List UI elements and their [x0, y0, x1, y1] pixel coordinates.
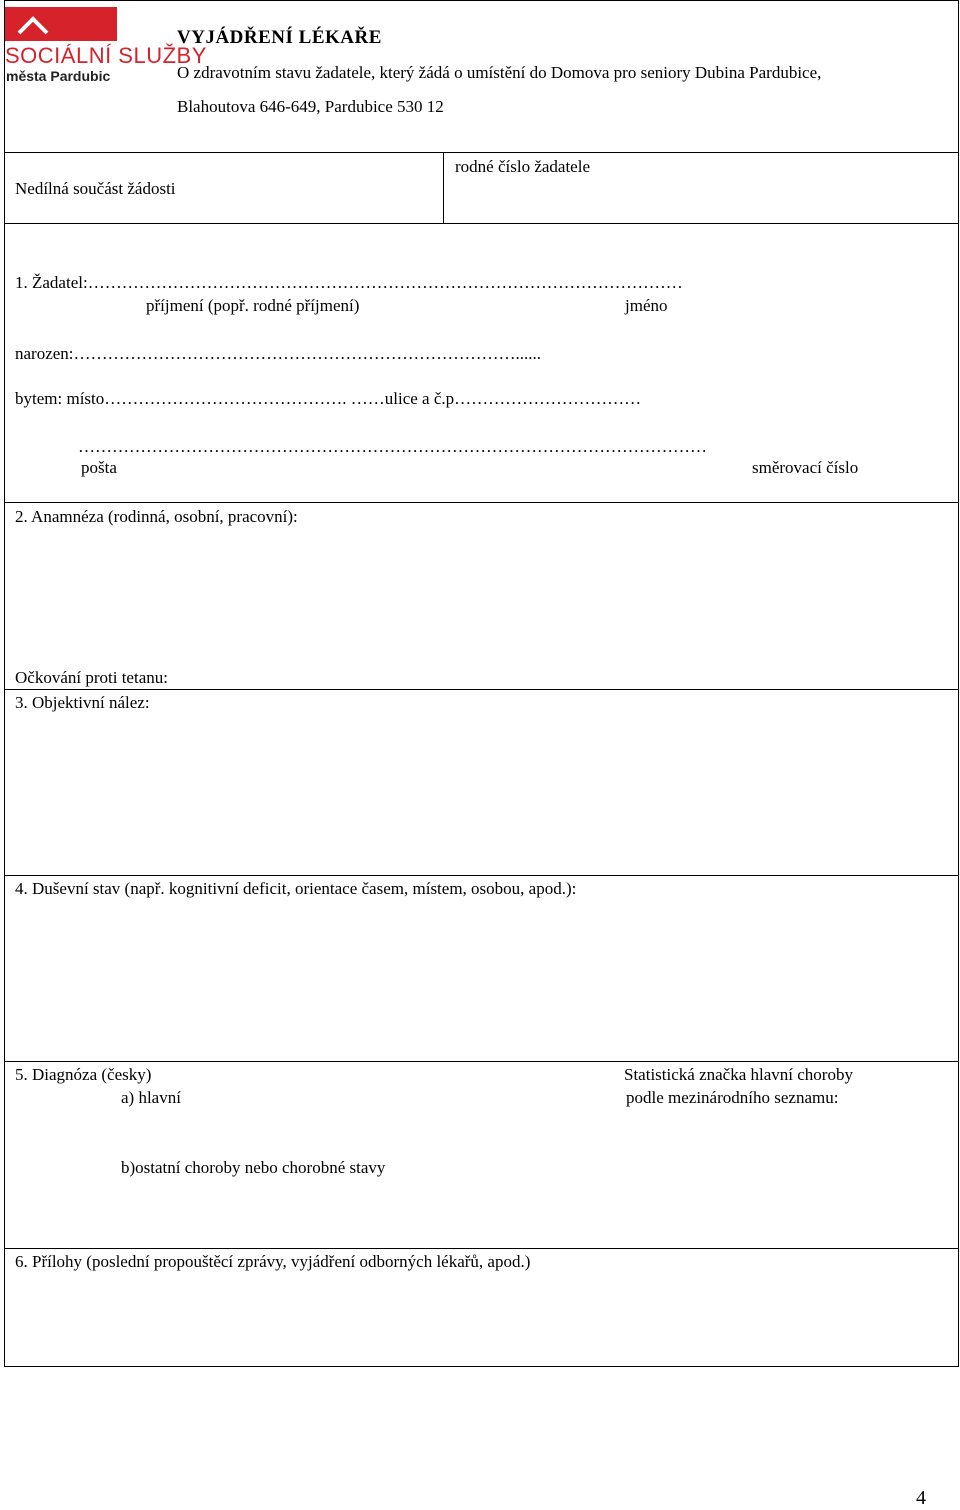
- attachments-field[interactable]: [10, 1275, 950, 1361]
- mental-state-label: 4. Duševní stav (např. kognitivní deficit, orientace časem, místem, osobou, apod.):: [15, 879, 577, 898]
- id-row-divider: [443, 152, 444, 224]
- page-number: 4: [916, 1487, 926, 1509]
- statistical-code-label-1: Statistická značka hlavní choroby: [624, 1065, 853, 1084]
- logo-chevron-graphic: [5, 7, 117, 41]
- section-divider-3: [4, 689, 959, 690]
- other-diseases-field[interactable]: [120, 1180, 950, 1244]
- born-line[interactable]: narozen:……………………………………………………………………......: [15, 344, 542, 363]
- birth-number-label: rodné číslo žadatele: [455, 157, 590, 176]
- subtitle-line-1: O zdravotním stavu žadatele, který žádá o umístění do Domova pro seniory Dubina Pardubice,: [177, 63, 822, 82]
- anamnesis-label: 2. Anamnéza (rodinná, osobní, pracovní):: [15, 507, 298, 526]
- statistical-code-label-2: podle mezinárodního seznamu:: [626, 1088, 839, 1107]
- diagnosis-main-label: a) hlavní: [121, 1088, 181, 1107]
- zip-code-label: směrovací číslo: [752, 458, 859, 477]
- objective-finding-label: 3. Objektivní nález:: [15, 693, 150, 712]
- logo-chevron-icon: [5, 7, 117, 41]
- residence-line[interactable]: bytem: místo……………………………………. ……ulice a č.p……………………………: [15, 389, 642, 408]
- attachments-label: 6. Přílohy (poslední propouštěcí zprávy, vyjádření odborných lékařů, apod.): [15, 1252, 531, 1271]
- logo-text-city: města Pardubic: [6, 68, 111, 84]
- section-divider-5: [4, 1061, 959, 1062]
- applicant-line[interactable]: 1. Žadatel:……………………………………………………………………………………………: [15, 273, 683, 292]
- logo-text-main: SOCIÁLNÍ SLUŽBY: [5, 43, 207, 68]
- page-title: VYJÁDŘENÍ LÉKAŘE: [177, 27, 382, 48]
- birth-number-field[interactable]: [450, 180, 950, 218]
- diagnosis-label: 5. Diagnóza (česky): [15, 1065, 152, 1084]
- mental-state-field[interactable]: [10, 902, 950, 1058]
- section-divider-6: [4, 1248, 959, 1249]
- first-name-label: jméno: [625, 296, 668, 315]
- postal-dots-line[interactable]: …………………………………………………………………………………………………: [78, 437, 707, 456]
- post-office-label: pošta: [81, 458, 117, 477]
- anamnesis-field[interactable]: [10, 530, 950, 665]
- diagnosis-main-field[interactable]: [120, 1110, 600, 1155]
- section-divider-4: [4, 875, 959, 876]
- inseparable-label: Nedílná součást žádosti: [15, 179, 176, 198]
- tetanus-label: Očkování proti tetanu:: [15, 668, 168, 687]
- objective-finding-field[interactable]: [10, 716, 950, 872]
- surname-label: příjmení (popř. rodné příjmení): [146, 296, 360, 315]
- subtitle-line-2: Blahoutova 646-649, Pardubice 530 12: [177, 97, 444, 116]
- section-divider-2: [4, 502, 959, 503]
- other-diseases-label: b)ostatní choroby nebo chorobné stavy: [121, 1158, 386, 1177]
